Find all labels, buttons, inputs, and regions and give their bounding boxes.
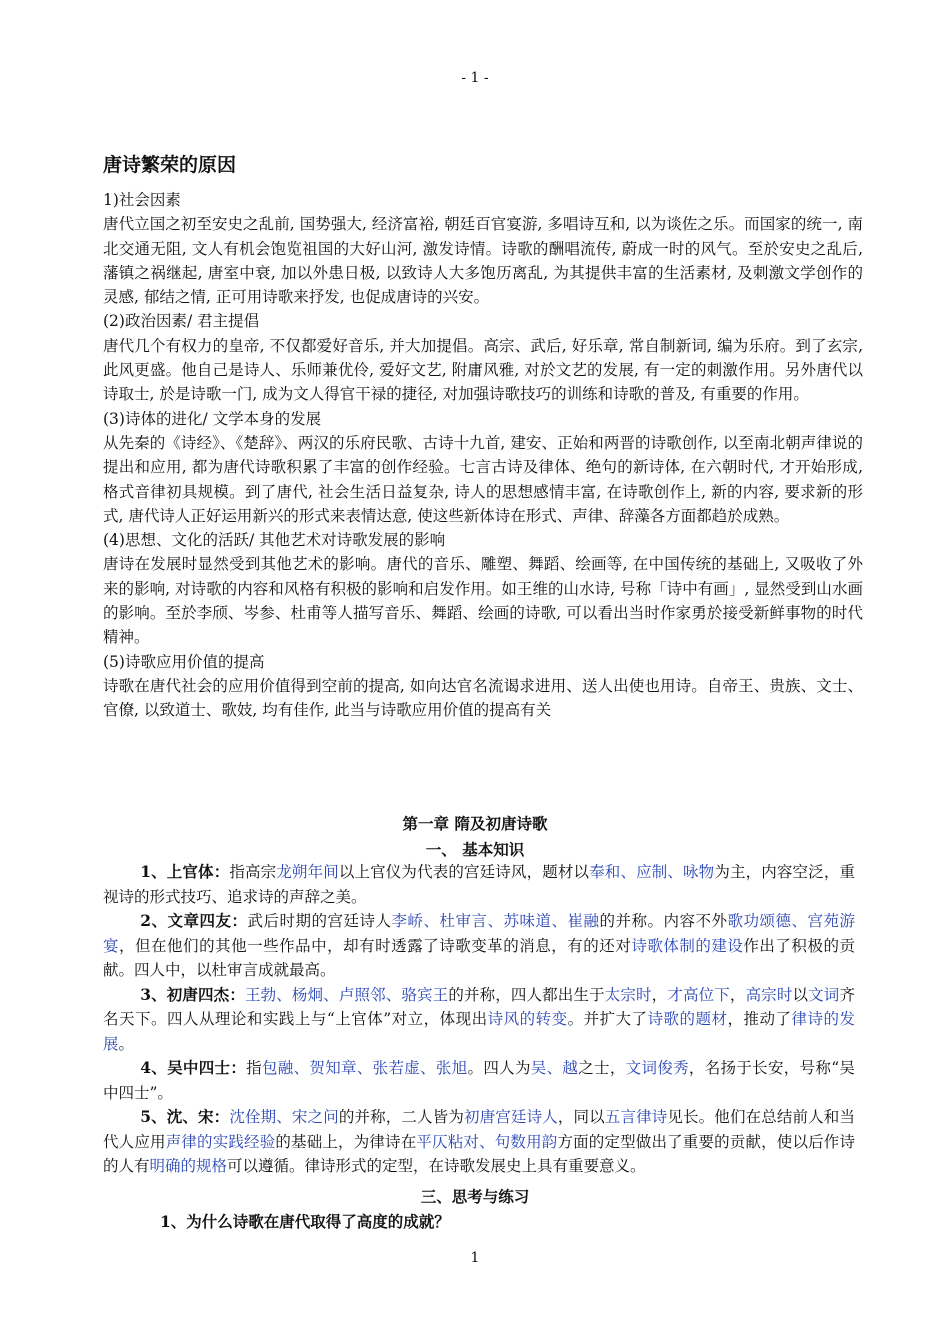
highlighted-text: 律诗的发展	[103, 1010, 855, 1053]
entry-term: 2、文章四友：	[140, 911, 248, 930]
entry-text: 。四人为	[467, 1059, 531, 1077]
intro-paragraph: 唐诗在发展时显然受到其他艺术的影响。唐代的音乐、雕塑、舞蹈、绘画等, 在中国传统的基础上, 又吸收了外来的影响, 对诗歌的内容和风格有积极的影响和启发作用。如王维的山水诗, 号称「诗中有画」, 显然受到山水画的影响。至於李颀、岑参、杜甫等人描写音乐、舞蹈、绘画的诗歌, 可以看出当时作家勇於接受新鲜事物的时代精神。	[103, 555, 863, 647]
entry-text: 指	[246, 1059, 262, 1077]
entry-text: 的并称，二人皆为	[338, 1108, 464, 1126]
highlighted-text: 龙朔年间	[276, 863, 339, 881]
intro-paragraph: 诗歌在唐代社会的应用价值得到空前的提高, 如向达官名流谒求进用、送人出使也用诗。自帝王、贵族、文士、官僚, 以致道士、歌妓, 均有佳作, 此当与诗歌应用价值的提高有关	[103, 676, 863, 720]
highlighted-text: 歌功颂德、宫苑游宴	[103, 912, 855, 955]
entry-text: ，	[651, 985, 668, 1004]
entry-text: 齐名天下。四人从理论和实践上与“上官体”对立，体现出	[103, 985, 855, 1028]
highlighted-text: 吴、越	[530, 1059, 579, 1077]
entry-text: 的并称。内容不外	[599, 912, 728, 930]
entry-text: 方面的定型做出了重要的贡献，使以后作诗的人有	[103, 1132, 855, 1175]
entry-text: 可以遵循。律诗形式的定型，在诗歌发展史上具有重要意义。	[227, 1157, 646, 1175]
highlighted-text: 诗歌的题材	[647, 1010, 728, 1028]
entry-text: 的基础上，为律诗在	[275, 1132, 417, 1151]
entry-text: 作出了积极的贡献。四人中，以杜审言成就最高。	[103, 936, 855, 979]
entry-text: ，	[729, 985, 746, 1004]
highlighted-text: 太宗时	[604, 985, 652, 1004]
entry-text: 为主，内容空泛，重视诗的形式技巧、追求诗的声辞之美。	[103, 863, 855, 906]
entry-text: 见长。他们在总结前人和当代人应用	[103, 1108, 855, 1151]
entry-text: 武后时期的宫廷诗人	[247, 912, 392, 930]
entry-text: ，但在他们的其他一些作品中，却有时透露了诗歌变革的消息，有的还对	[119, 936, 632, 955]
intro-heading: (4)思想、文化的活跃/ 其他艺术对诗歌发展的影响	[103, 531, 446, 550]
intro-heading: 1)社会因素	[103, 191, 181, 209]
page-header-marker: - 1 -	[461, 70, 489, 86]
entry-text: 的并称，四人都出生于	[448, 985, 605, 1004]
entry-term: 1、上官体：	[140, 862, 230, 881]
entry-text: 之士，	[578, 1059, 626, 1077]
highlighted-text: 诗歌体制的建设	[631, 936, 744, 955]
entry-chutang-sijie	[103, 983, 855, 1057]
page-number: 1	[470, 1250, 480, 1266]
highlighted-text: 明确的规格	[149, 1157, 228, 1175]
highlighted-text: 文词俊秀	[625, 1059, 689, 1077]
highlighted-text: 声律的实践经验	[165, 1132, 276, 1151]
entry-text: 以上官仪为代表的宫廷诗风，题材以	[338, 863, 590, 881]
entry-wenzhang-siyou	[103, 909, 855, 983]
document-title: 唐诗繁荣的原因	[103, 154, 237, 176]
entry-text: 。并扩大了	[567, 1010, 648, 1028]
entry-text: 指高宗	[229, 863, 277, 881]
entry-text: ，同以	[557, 1108, 605, 1126]
entry-text: ，推动了	[727, 1010, 792, 1028]
highlighted-text: 奉和、应制、咏物	[589, 863, 715, 881]
entry-term: 5、沈、宋：	[140, 1107, 230, 1126]
entry-text: ，名扬于长安，号称“吴中四士”。	[103, 1059, 855, 1102]
entry-text: 。	[118, 1034, 135, 1053]
entry-text: 以	[792, 985, 809, 1004]
question-item: 1、为什么诗歌在唐代取得了高度的成就？	[160, 1212, 450, 1231]
intro-sections	[103, 188, 863, 723]
highlighted-text: 平仄粘对、句数用韵	[416, 1132, 558, 1151]
entry-term: 3、初唐四杰：	[140, 984, 245, 1004]
highlighted-text: 沈佺期、宋之问	[229, 1108, 339, 1126]
intro-paragraph: 唐代立国之初至安史之乱前, 国势强大, 经济富裕, 朝廷百官宴游, 多唱诗互和, 以为谈佐之乐。而国家的统一, 南北交通无阻, 文人有机会饱览祖国的大好山河, 激发诗情。诗歌的酬唱流传, 蔚成一时的风气。至於安史之乱后, 藩镇之祸继起, 唐室中衰, 加以外患日极, 以致诗人大多饱历离乱, 为其提供丰富的生活素材, 及刺激文学创作的灵感, 郁结之情, 正可用诗歌来抒发, 也促成唐诗的兴安。	[103, 215, 863, 307]
section-title-basic-knowledge: 一、 基本知识	[425, 840, 525, 859]
highlighted-text: 李峤、杜审言、苏味道、崔融	[391, 912, 600, 930]
intro-paragraph: 唐代几个有权力的皇帝, 不仅都爱好音乐, 并大加提倡。高宗、武后, 好乐章, 常自制新词, 编为乐府。到了玄宗, 此风更盛。他自己是诗人、乐师兼优伶, 爱好文艺, 附庸风雅, 对於文艺的发展, 有一定的刺激作用。另外唐代以诗取士, 於是诗歌一门, 成为文人得官干禄的捷径, 对加强诗歌技巧的训练和诗歌的普及, 有重要的作用。	[103, 336, 863, 404]
entry-wuzhong-sishi	[103, 1056, 855, 1105]
entry-shangguan-ti	[103, 860, 855, 909]
highlighted-text: 初唐宫廷诗人	[464, 1108, 558, 1126]
highlighted-text: 才高位下	[667, 985, 730, 1004]
highlighted-text: 文词	[808, 985, 840, 1004]
chapter-title: 第一章 隋及初唐诗歌	[402, 814, 548, 833]
entry-shen-song	[103, 1105, 855, 1179]
intro-paragraph: 从先秦的《诗经》、《楚辞》、两汉的乐府民歌、古诗十九首, 建安、正始和两晋的诗歌创作, 以至南北朝声律说的提出和应用, 都为唐代诗歌积累了丰富的创作经验。七言古诗及律体、绝句的新诗体, 在六朝时代, 才开始形成, 格式音律初具规模。到了唐代, 社会生活日益复杂, 诗人的思想感情丰富, 在诗歌创作上, 新的内容, 要求新的形式, 唐代诗人正好运用新兴的形式来表情达意, 使这些新体诗在形式、声律、辞藻各方面都趋於成熟。	[103, 433, 863, 525]
highlighted-text: 王勃、杨炯、卢照邻、骆宾王	[244, 985, 449, 1004]
highlighted-text: 包融、贺知章、张若虚、张旭	[261, 1059, 468, 1077]
section-title-exercises: 三、思考与练习	[420, 1187, 530, 1206]
entry-term: 4、吴中四士：	[140, 1058, 247, 1077]
knowledge-entries	[103, 860, 855, 1179]
intro-heading: (5)诗歌应用价值的提高	[103, 652, 265, 671]
highlighted-text: 高宗时	[745, 985, 793, 1004]
intro-heading: (2)政治因素/ 君主提倡	[103, 312, 260, 331]
highlighted-text: 诗风的转变	[487, 1010, 568, 1028]
intro-heading: (3)诗体的进化/ 文学本身的发展	[103, 409, 322, 428]
highlighted-text: 五言律诗	[604, 1108, 668, 1126]
